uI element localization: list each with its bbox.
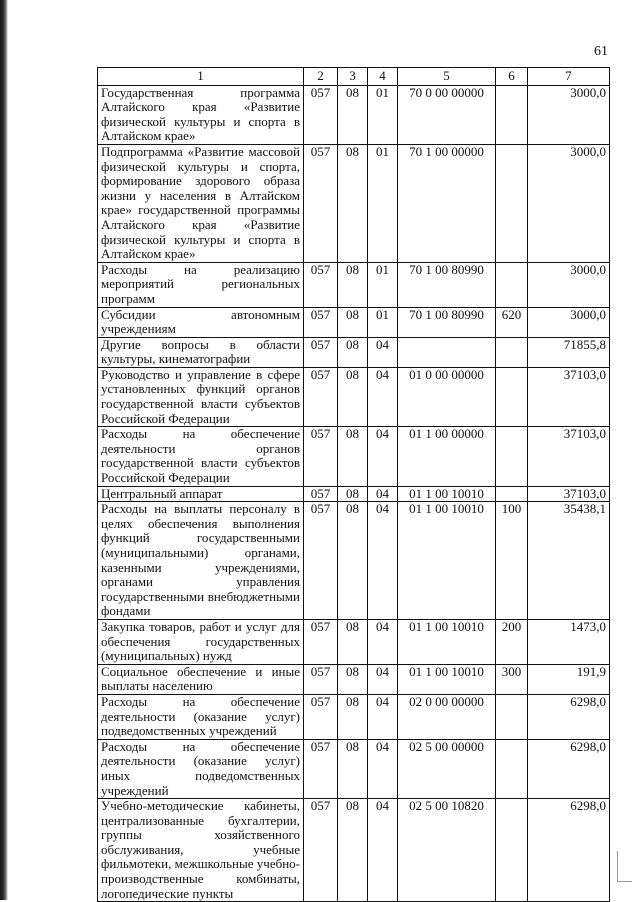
subsection-code-cell: 01 [368,85,398,144]
table-row [98,367,610,426]
target-article-cell: 01 0 00 00000 [398,367,496,426]
budget-table [97,67,610,902]
table-row [98,486,610,502]
ministry-code-cell: 057 [304,486,338,502]
subsection-code-cell: 01 [368,307,398,337]
ministry-code-cell: 057 [304,337,338,367]
ministry-code-cell: 057 [304,502,338,620]
target-article-cell: 02 5 00 10820 [398,799,496,902]
column-header: 6 [496,68,528,86]
ministry-code-cell: 057 [304,367,338,426]
table-row [98,739,610,798]
section-code-cell: 08 [338,367,368,426]
amount-cell: 37103,0 [528,427,610,486]
ministry-code-cell: 057 [304,739,338,798]
subsection-code-cell: 01 [368,262,398,307]
column-header: 7 [528,68,610,86]
table-row [98,144,610,262]
section-code-cell: 08 [338,619,368,664]
target-article-cell: 02 0 00 00000 [398,694,496,739]
column-header: 3 [338,68,368,86]
ministry-code-cell: 057 [304,144,338,262]
subsection-code-cell: 01 [368,144,398,262]
target-article-cell: 70 0 00 00000 [398,85,496,144]
table-row [98,619,610,664]
expense-name-cell: Государственная программа Алтайского края «Развитие физической культуры и спорта в Алтайском крае» [98,85,304,144]
expense-type-cell [496,337,528,367]
section-code-cell: 08 [338,307,368,337]
section-code-cell: 08 [338,144,368,262]
amount-cell: 71855,8 [528,337,610,367]
ministry-code-cell: 057 [304,307,338,337]
table-row [98,664,610,694]
expense-name-cell: Расходы на реализацию мероприятий региональных программ [98,262,304,307]
ministry-code-cell: 057 [304,619,338,664]
subsection-code-cell: 04 [368,486,398,502]
table-row [98,307,610,337]
amount-cell: 3000,0 [528,85,610,144]
section-code-cell: 08 [338,739,368,798]
section-code-cell: 08 [338,262,368,307]
expense-type-cell: 300 [496,664,528,694]
expense-name-cell: Центральный аппарат [98,486,304,502]
target-article-cell: 01 1 00 10010 [398,619,496,664]
scan-edge-shadow [0,0,8,900]
table-row [98,799,610,902]
section-code-cell: 08 [338,799,368,902]
ministry-code-cell: 057 [304,262,338,307]
expense-name-cell: Расходы на выплаты персоналу в целях обеспечения выполнения функций государственными (муниципальными) органами, казенными учреждениями, органами управления государственными внебюджетными фондами [98,502,304,620]
scan-corner-mark [617,851,632,882]
header-row [98,68,610,86]
table-row [98,337,610,367]
page-number: 61 [594,44,608,59]
amount-cell: 37103,0 [528,486,610,502]
section-code-cell: 08 [338,337,368,367]
target-article-cell: 02 5 00 00000 [398,739,496,798]
expense-type-cell: 620 [496,307,528,337]
amount-cell: 191,9 [528,664,610,694]
target-article-cell [398,337,496,367]
section-code-cell: 08 [338,486,368,502]
expense-type-cell: 200 [496,619,528,664]
amount-cell: 3000,0 [528,307,610,337]
expense-type-cell [496,367,528,426]
expense-type-cell [496,739,528,798]
expense-name-cell: Социальное обеспечение и иные выплаты населению [98,664,304,694]
subsection-code-cell: 04 [368,739,398,798]
expense-type-cell [496,262,528,307]
subsection-code-cell: 04 [368,694,398,739]
ministry-code-cell: 057 [304,427,338,486]
section-code-cell: 08 [338,85,368,144]
expense-type-cell [496,427,528,486]
expense-name-cell: Учебно-методические кабинеты, централизованные бухгалтерии, группы хозяйственного обслуживания, учебные фильмотеки, межшкольные учебно-производственные комбинаты, логопедические пункты [98,799,304,902]
section-code-cell: 08 [338,502,368,620]
subsection-code-cell: 04 [368,502,398,620]
target-article-cell: 70 1 00 80990 [398,262,496,307]
table-body [98,85,610,902]
amount-cell: 6298,0 [528,694,610,739]
expense-type-cell [496,144,528,262]
subsection-code-cell: 04 [368,367,398,426]
ministry-code-cell: 057 [304,85,338,144]
amount-cell: 3000,0 [528,262,610,307]
expense-name-cell: Субсидии автономным учреждениям [98,307,304,337]
subsection-code-cell: 04 [368,427,398,486]
section-code-cell: 08 [338,664,368,694]
section-code-cell: 08 [338,427,368,486]
amount-cell: 6298,0 [528,739,610,798]
table-row [98,502,610,620]
expense-name-cell: Другие вопросы в области культуры, кинематографии [98,337,304,367]
expense-type-cell: 100 [496,502,528,620]
column-header: 4 [368,68,398,86]
target-article-cell: 70 1 00 80990 [398,307,496,337]
target-article-cell: 01 1 00 00000 [398,427,496,486]
expense-type-cell [496,486,528,502]
expense-name-cell: Расходы на обеспечение деятельности органов государственной власти субъектов Российской Федерации [98,427,304,486]
expense-name-cell: Закупка товаров, работ и услуг для обеспечения государственных (муниципальных) нужд [98,619,304,664]
amount-cell: 6298,0 [528,799,610,902]
subsection-code-cell: 04 [368,664,398,694]
target-article-cell: 01 1 00 10010 [398,502,496,620]
subsection-code-cell: 04 [368,619,398,664]
expense-type-cell [496,799,528,902]
subsection-code-cell: 04 [368,799,398,902]
ministry-code-cell: 057 [304,799,338,902]
expense-name-cell: Расходы на обеспечение деятельности (оказание услуг) иных подведомственных учреждений [98,739,304,798]
table-row [98,85,610,144]
expense-type-cell [496,694,528,739]
column-header: 5 [398,68,496,86]
ministry-code-cell: 057 [304,664,338,694]
section-code-cell: 08 [338,694,368,739]
ministry-code-cell: 057 [304,694,338,739]
table-row [98,694,610,739]
target-article-cell: 70 1 00 00000 [398,144,496,262]
expense-name-cell: Расходы на обеспечение деятельности (оказание услуг) подведомственных учреждений [98,694,304,739]
amount-cell: 1473,0 [528,619,610,664]
expense-type-cell [496,85,528,144]
table-row [98,427,610,486]
expense-name-cell: Подпрограмма «Развитие массовой физической культуры и спорта, формирование здорового образа жизни у населения в Алтайском крае» государственной программы Алтайского края «Развитие физической культуры и спорта в Алтайском крае» [98,144,304,262]
target-article-cell: 01 1 00 10010 [398,664,496,694]
amount-cell: 35438,1 [528,502,610,620]
target-article-cell: 01 1 00 10010 [398,486,496,502]
amount-cell: 3000,0 [528,144,610,262]
column-header: 1 [98,68,304,86]
subsection-code-cell: 04 [368,337,398,367]
expense-name-cell: Руководство и управление в сфере установленных функций органов государственной власти субъектов Российской Федерации [98,367,304,426]
amount-cell: 37103,0 [528,367,610,426]
column-header: 2 [304,68,338,86]
table-row [98,262,610,307]
